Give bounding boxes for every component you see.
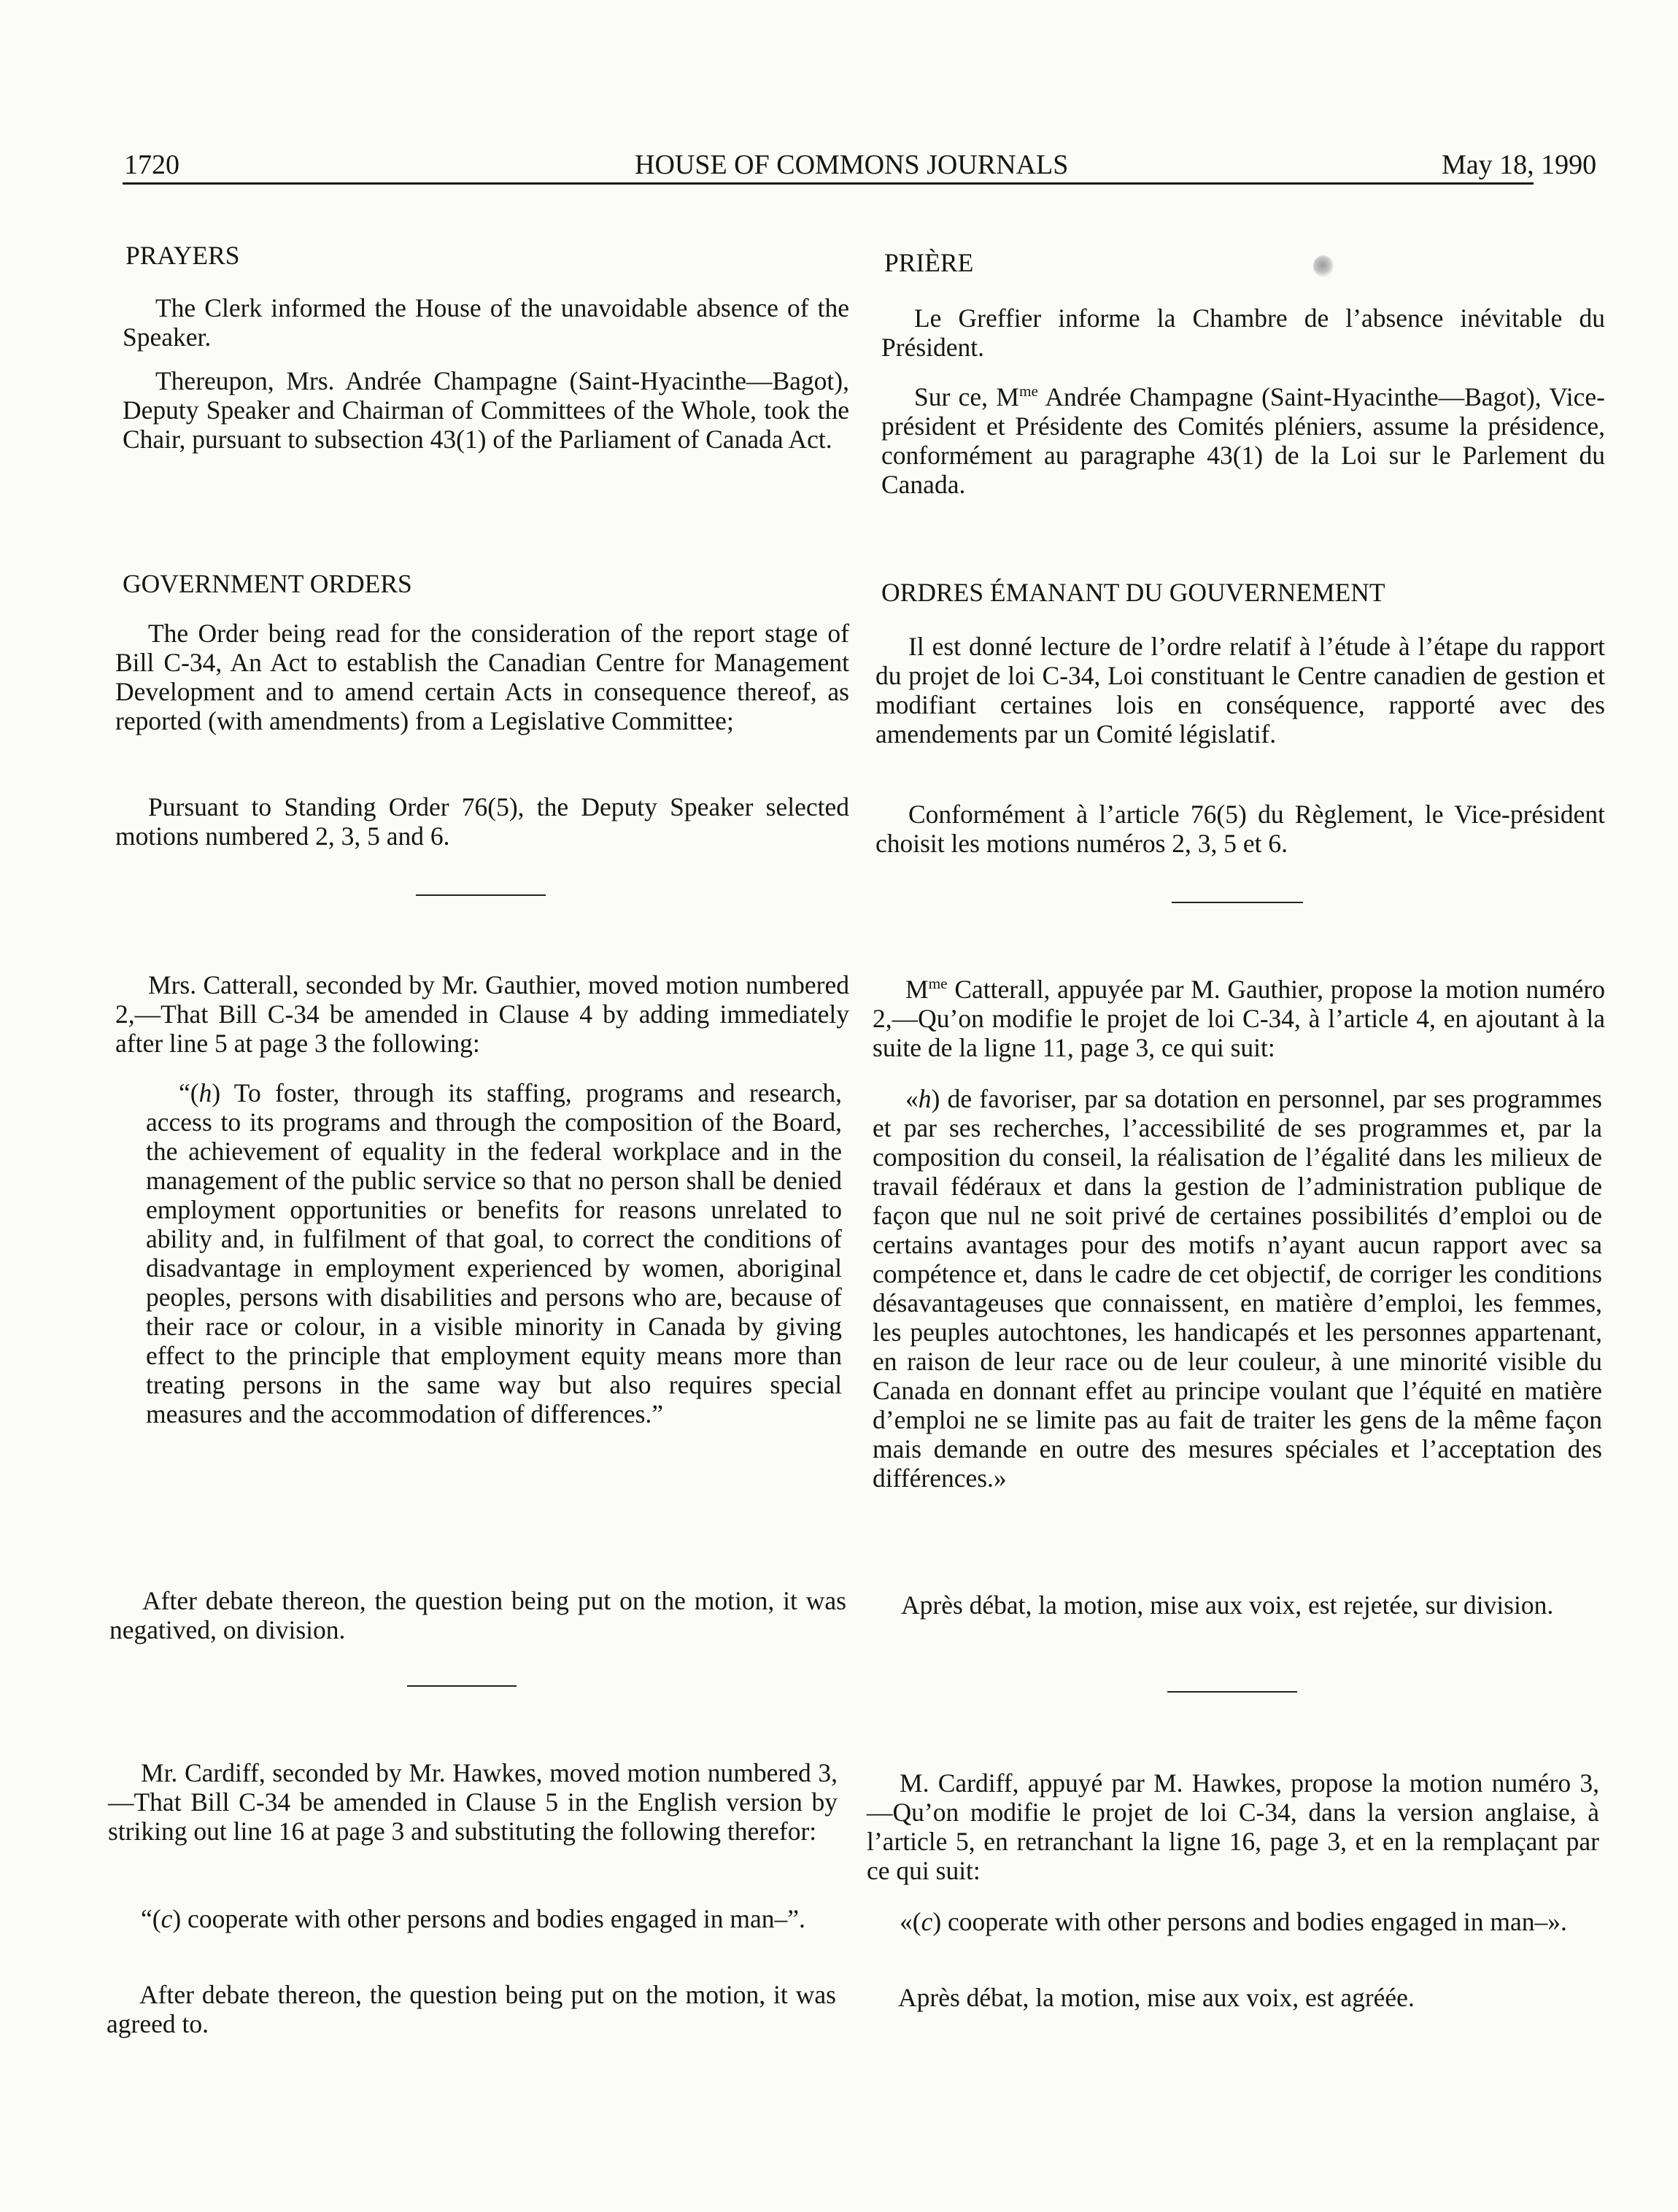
quote-open: « — [905, 1084, 919, 1113]
paragraph: The Clerk informed the House of the unavoidable absence of the Speaker. — [123, 293, 849, 352]
paragraph: Mrs. Catterall, seconded by Mr. Gauthier, moved motion numbered 2,—That Bill C-34 be amended in Clause 4 by adding immediately after line 5 at page 3 the following: — [115, 970, 849, 1058]
paragraph: Après débat, la motion, mise aux voix, est agréée. — [898, 1983, 1415, 2012]
paragraph: Pursuant to Standing Order 76(5), the Deputy Speaker selected motions numbered 2, 3, 5 and 6. — [115, 792, 849, 851]
title-superscript: me — [928, 975, 948, 993]
english-gov-heading — [123, 569, 845, 598]
clause-letter: c — [161, 1904, 173, 1933]
quoted-amendment — [108, 1904, 838, 1933]
clause-letter: c — [921, 1907, 933, 1936]
french-gov-heading — [881, 578, 1605, 607]
paragraph: M. Cardiff, appuyé par M. Hawkes, propose la motion numéro 3,—Qu’on modifie le projet de loi C-34, dans la version anglaise, à l’article 5, en retranchant la ligne 16, page 3, et en la remplaçant par ce qui suit: — [867, 1768, 1599, 1885]
title-abbrev: M — [905, 975, 929, 1004]
title-superscript: me — [1018, 382, 1038, 401]
french-motion2-result — [868, 1590, 1605, 1620]
french-motion3-quote — [867, 1907, 1599, 1936]
quote-text: ) To foster, through its staffing, programs and research, access to its programs and through the composition of the Board, the achievement of equality in the federal workplace and in the management of the public service so that no person shall be denied employment opportunities or benefits for reasons unrelated to ability and, in fulfilment of that goal, to correct the conditions of disadvantage in employment experienced by women, aboriginal peoples, persons with disabilities and persons who are, because of their race or colour, in a visible minority in Canada by giving effect to the principle that employment equity means more than treating persons in the same way but also requires special measures and the accommodation of differences.” — [146, 1078, 842, 1428]
french-gov-p2 — [875, 800, 1605, 858]
page-number: 1720 — [124, 150, 179, 180]
clause-letter: h — [918, 1084, 932, 1113]
english-gov-p2 — [115, 792, 849, 851]
page-date: May 18, 1990 — [1442, 150, 1597, 180]
quote-open: “( — [141, 1904, 161, 1933]
quote-text: ) de favoriser, par sa dotation en personnel, par ses programmes et par ses recherches, l’accessibilité de ses programmes et, par la composition du conseil, la réalisation de l’égalité dans les milieux de travail fédéraux et dans la gestion de l’administration publique de façon que nul ne soit privé de certaines possibilités d’emploi ou de certains avantages pour des motifs n’ayant aucun rapport avec sa compétence et, dans le cadre de cet objectif, de corriger les conditions désavantageuses que connaissent, en matière d’emploi, les femmes, les peuples autochtones, les handicapés et les personnes appartenant, en raison de leur race ou de leur couleur, à une minorité visible du Canada en donnant effet au principe voulant que l’équité en matière d’emploi ne se limite pas au fait de traiter les gens de la même façon mais demande en outre des mesures spéciales et l’acceptation des différences.» — [873, 1084, 1602, 1493]
paragraph — [873, 975, 1605, 1062]
french-prayers-heading — [884, 248, 1607, 277]
paragraph: Après débat, la motion, mise aux voix, est rejetée, sur division. — [901, 1590, 1554, 1620]
french-gov-p1 — [875, 632, 1605, 749]
french-motion3-intro — [867, 1768, 1599, 1885]
paragraph: Mr. Cardiff, seconded by Mr. Hawkes, moved motion numbered 3,—That Bill C-34 be amended in Clause 5 in the English version by striking out line 16 at page 3 and substituting the following therefor: — [108, 1758, 838, 1846]
french-motion3-result — [865, 1983, 1598, 2012]
separator-rule — [416, 894, 546, 896]
french-motion2-intro — [873, 975, 1605, 1062]
header-rule — [123, 182, 1534, 185]
section-heading: PRIÈRE — [884, 248, 974, 277]
quoted-amendment — [146, 1078, 842, 1428]
quote-text: ) cooperate with other persons and bodies engaged in man–». — [932, 1907, 1567, 1936]
section-heading: PRAYERS — [125, 241, 240, 270]
english-motion3-intro — [108, 1758, 838, 1846]
section-heading: GOVERNMENT ORDERS — [123, 569, 412, 598]
paragraph: Il est donné lecture de l’ordre relatif à l’étude à l’étape du rapport du projet de loi C-34, Loi constituant le Centre canadien de gestion et modifiant certaines lois en conséquence, rapporté avec des amendements par un Comité législatif. — [875, 632, 1605, 749]
english-motion2-result — [109, 1586, 846, 1644]
separator-rule — [1172, 902, 1303, 903]
english-motion2-quote — [146, 1078, 842, 1428]
title-abbrev: Sur ce, M — [914, 382, 1019, 411]
separator-rule — [1167, 1691, 1297, 1693]
english-prayers-p1 — [123, 293, 849, 352]
quoted-amendment — [873, 1084, 1602, 1493]
clause-letter: h — [198, 1078, 212, 1107]
french-prayers-p2 — [881, 382, 1605, 499]
english-motion2-intro — [115, 970, 849, 1058]
english-prayers-heading — [125, 241, 848, 270]
paragraph-text: Catterall, appuyée par M. Gauthier, propose la motion numéro 2,—Qu’on modifie le projet de loi C-34, à l’article 4, en ajoutant à la suite de la ligne 11, page 3, ce qui suit: — [873, 975, 1605, 1062]
paragraph-text: Andrée Champagne (Saint-Hyacinthe—Bagot), Vice-président et Présidente des Comités pléniers, assume la présidence, conformément au paragraphe 43(1) de la Loi sur le Parlement du Canada. — [881, 382, 1605, 499]
english-motion3-result — [107, 1980, 836, 2038]
quote-text: ) cooperate with other persons and bodies engaged in man–”. — [172, 1904, 805, 1933]
paragraph: The Order being read for the consideration of the report stage of Bill C-34, An Act to establish the Canadian Centre for Management Development and to amend certain Acts in consequence thereof, as reported (with amendments) from a Legislative Committee; — [115, 619, 849, 735]
paragraph: Conformément à l’article 76(5) du Règlement, le Vice-président choisit les motions numéros 2, 3, 5 et 6. — [875, 800, 1605, 858]
quote-open: “( — [179, 1078, 199, 1107]
quote-open: «( — [900, 1907, 921, 1936]
english-prayers-p2 — [123, 366, 849, 454]
english-motion3-quote — [108, 1904, 838, 1933]
section-heading: ORDRES ÉMANANT DU GOUVERNEMENT — [881, 578, 1385, 607]
french-prayers-p1 — [881, 303, 1605, 362]
paragraph: After debate thereon, the question being put on the motion, it was negatived, on division. — [109, 1586, 846, 1644]
paragraph: Le Greffier informe la Chambre de l’absence inévitable du Président. — [881, 303, 1605, 362]
separator-rule — [407, 1685, 517, 1687]
paragraph — [881, 382, 1605, 499]
paragraph: Thereupon, Mrs. Andrée Champagne (Saint-Hyacinthe—Bagot), Deputy Speaker and Chairman of Committees of the Whole, took the Chair, pursuant to subsection 43(1) of the Parliament of Canada Act. — [123, 366, 849, 454]
english-gov-p1 — [115, 619, 849, 735]
publication-title: HOUSE OF COMMONS JOURNALS — [635, 150, 1069, 180]
french-motion2-quote — [873, 1084, 1602, 1493]
paragraph: After debate thereon, the question being put on the motion, it was agreed to. — [107, 1980, 836, 2038]
quoted-amendment — [867, 1907, 1599, 1936]
